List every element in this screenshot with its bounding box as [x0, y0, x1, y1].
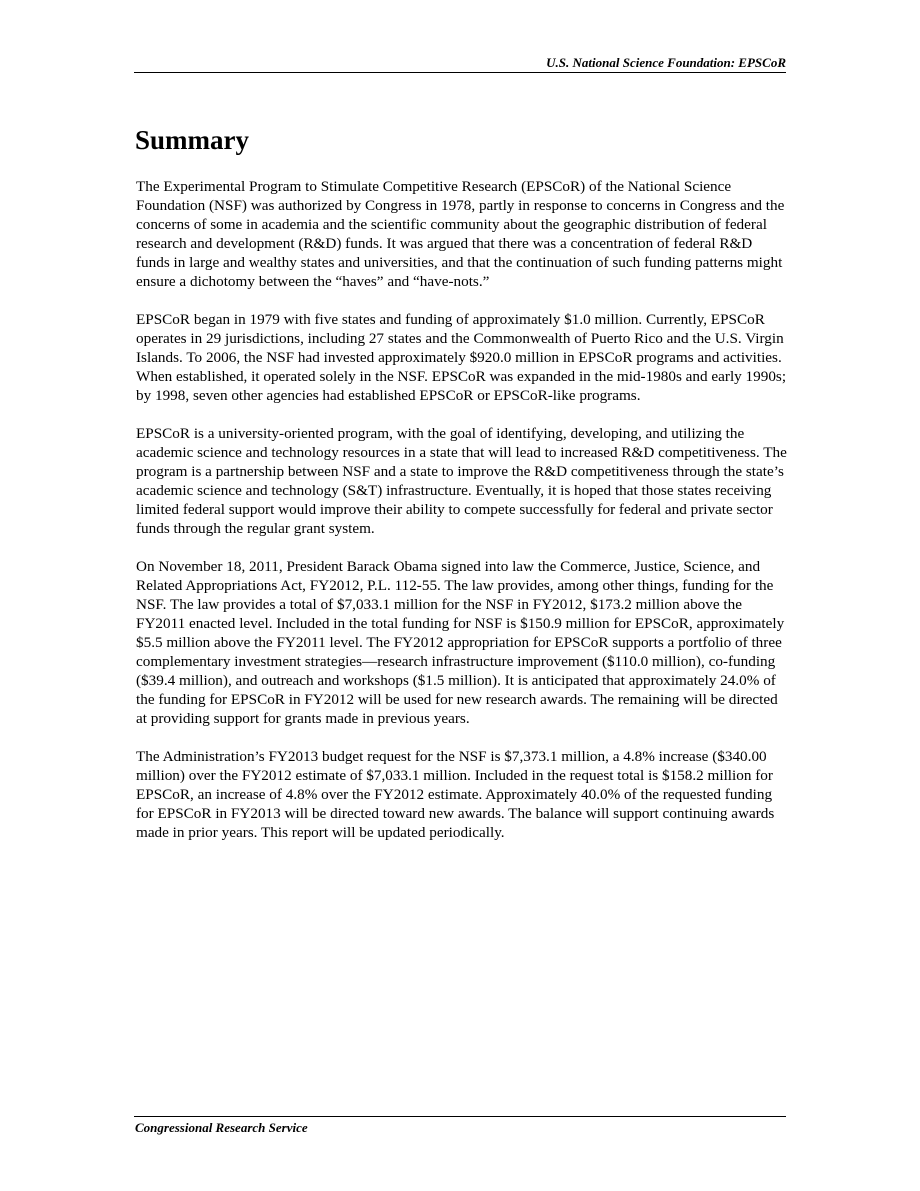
- paragraph-5: The Administration’s FY2013 budget request for the NSF is $7,373.1 million, a 4.8% increase ($340.00 million) over the FY2012 estimate of $7,033.1 million. Included in the request total is $158.2 million for EPSCoR, an increase of 4.8% over the FY2012 estimate. Approximately 40.0% of the requested funding for EPSCoR in FY2013 will be directed toward new awards. The balance will support continuing awards made in prior years. This report will be updated periodically.: [136, 748, 775, 841]
- paragraph-1: The Experimental Program to Stimulate Competitive Research (EPSCoR) of the National Science Foundation (NSF) was authorized by Congress in 1978, partly in response to concerns in Congress and the concerns of some in academia and the scientific community about the geographic distribution of federal research and development (R&D) funds. It was argued that there was a concentration of federal R&D funds in large and wealthy states and universities, and that the continuation of such funding patterns might ensure a dichotomy between the “haves” and “have-nots.”: [136, 178, 785, 290]
- paragraph-3: EPSCoR is a university-oriented program, with the goal of identifying, developing, and utilizing the academic science and technology resources in a state that will lead to increased R&D competitiveness. The program is a partnership between NSF and a state to improve the R&D competitiveness through the state’s academic science and technology (S&T) infrastructure. Eventually, it is hoped that those states receiving limited federal support would improve their ability to compete successfully for federal and private sector funds through the regular grant system.: [136, 425, 787, 537]
- footer-divider: [134, 1116, 786, 1117]
- paragraph-4: On November 18, 2011, President Barack Obama signed into law the Commerce, Justice, Science, and Related Appropriations Act, FY2012, P.L. 112-55. The law provides, among other things, funding for the NSF. The law provides a total of $7,033.1 million for the NSF in FY2012, $173.2 million above the FY2011 enacted level. Included in the total funding for NSF is $150.9 million for EPSCoR, approximately $5.5 million above the FY2011 level. The FY2012 appropriation for EPSCoR supports a portfolio of three complementary investment strategies—research infrastructure improvement ($110.0 million), co-funding ($39.4 million), and outreach and workshops ($1.5 million). It is anticipated that approximately 24.0% of the funding for EPSCoR in FY2012 will be used for new research awards. The remaining will be directed at providing support for grants made in previous years.: [136, 558, 785, 727]
- running-header: U.S. National Science Foundation: EPSCoR: [546, 55, 786, 70]
- running-footer: Congressional Research Service: [135, 1120, 308, 1135]
- paragraph-2: EPSCoR began in 1979 with five states and funding of approximately $1.0 million. Currently, EPSCoR operates in 29 jurisdictions, including 27 states and the Commonwealth of Puerto Rico and the U.S. Virgin Islands. To 2006, the NSF had invested approximately $920.0 million in EPSCoR programs and activities. When established, it operated solely in the NSF. EPSCoR was expanded in the mid-1980s and early 1990s; by 1998, seven other agencies had established EPSCoR or EPSCoR-like programs.: [136, 311, 787, 404]
- page-title: Summary: [135, 125, 249, 155]
- summary-body: [136, 177, 788, 861]
- header-divider: [134, 72, 786, 73]
